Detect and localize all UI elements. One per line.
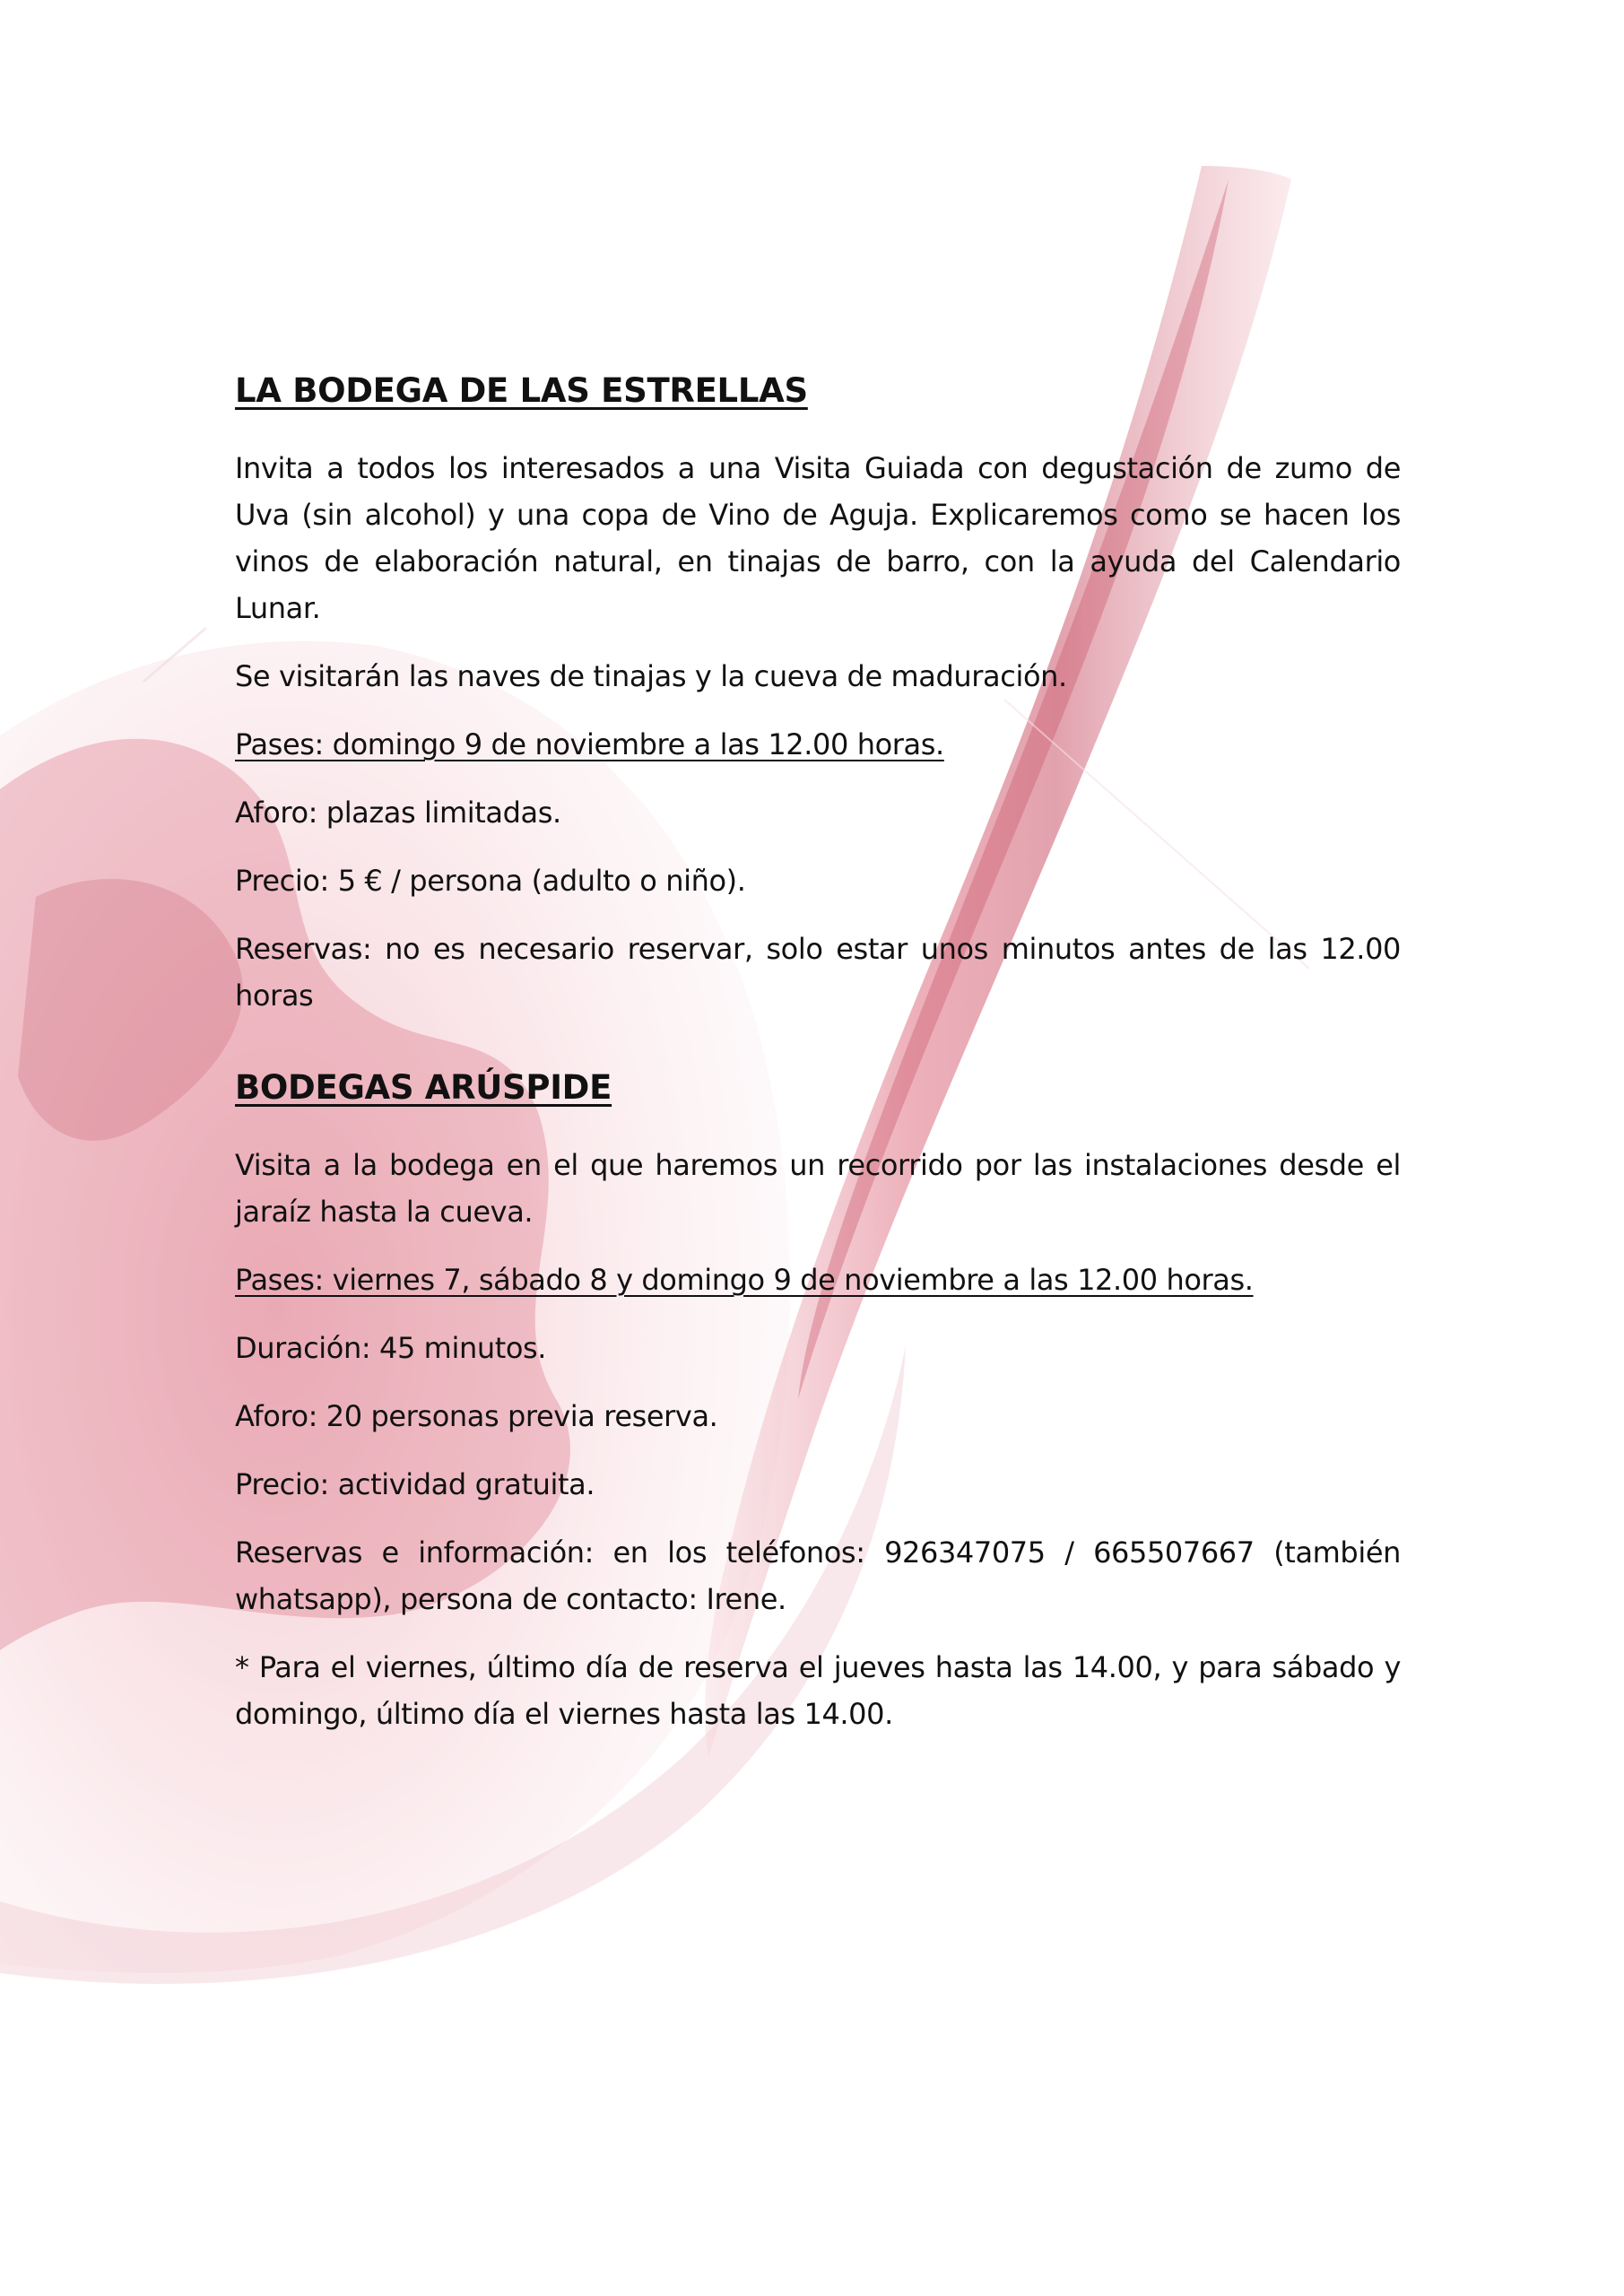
reservation-note: * Para el viernes, último día de reserva el jueves hasta las 14.00, y para sábado y domingo, último día el viernes hasta las 14.00. [235, 1650, 1401, 1731]
visit-description: Visita a la bodega en el que haremos un recorrido por las instalaciones desde el jaraíz hasta la cueva. [235, 1148, 1401, 1229]
price-info: Precio: 5 € / persona (adulto o niño). [235, 864, 746, 898]
section-title: LA BODEGA DE LAS ESTRELLAS [235, 371, 808, 410]
duration-info: Duración: 45 minutos. [235, 1331, 547, 1365]
reservation-info: Reservas: no es necesario reservar, solo estar unos minutos antes de las 12.00 horas [235, 932, 1401, 1013]
price-info: Precio: actividad gratuita. [235, 1467, 595, 1501]
passes-schedule: Pases: viernes 7, sábado 8 y domingo 9 de noviembre a las 12.00 horas. [235, 1263, 1254, 1297]
capacity-info: Aforo: plazas limitadas. [235, 796, 561, 830]
capacity-info: Aforo: 20 personas previa reserva. [235, 1399, 718, 1433]
visit-areas: Se visitarán las naves de tinajas y la cueva de maduración. [235, 659, 1067, 693]
section-bodega-estrellas [235, 368, 1401, 1040]
visit-description: Invita a todos los interesados a una Visita Guiada con degustación de zumo de Uva (sin alcohol) y una copa de Vino de Aguja. Explicaremos como se hacen los vinos de elaboración natural, en tinajas de barro, con la ayuda del Calendario Lunar. [235, 451, 1401, 625]
section-bodegas-aruspide [235, 1065, 1401, 1759]
reservation-info: Reservas e información: en los teléfonos: 926347075 / 665507667 (también whatsapp), persona de contacto: Irene. [235, 1535, 1401, 1616]
passes-schedule: Pases: domingo 9 de noviembre a las 12.00 horas. [235, 727, 944, 761]
section-title: BODEGAS ARÚSPIDE [235, 1068, 612, 1107]
